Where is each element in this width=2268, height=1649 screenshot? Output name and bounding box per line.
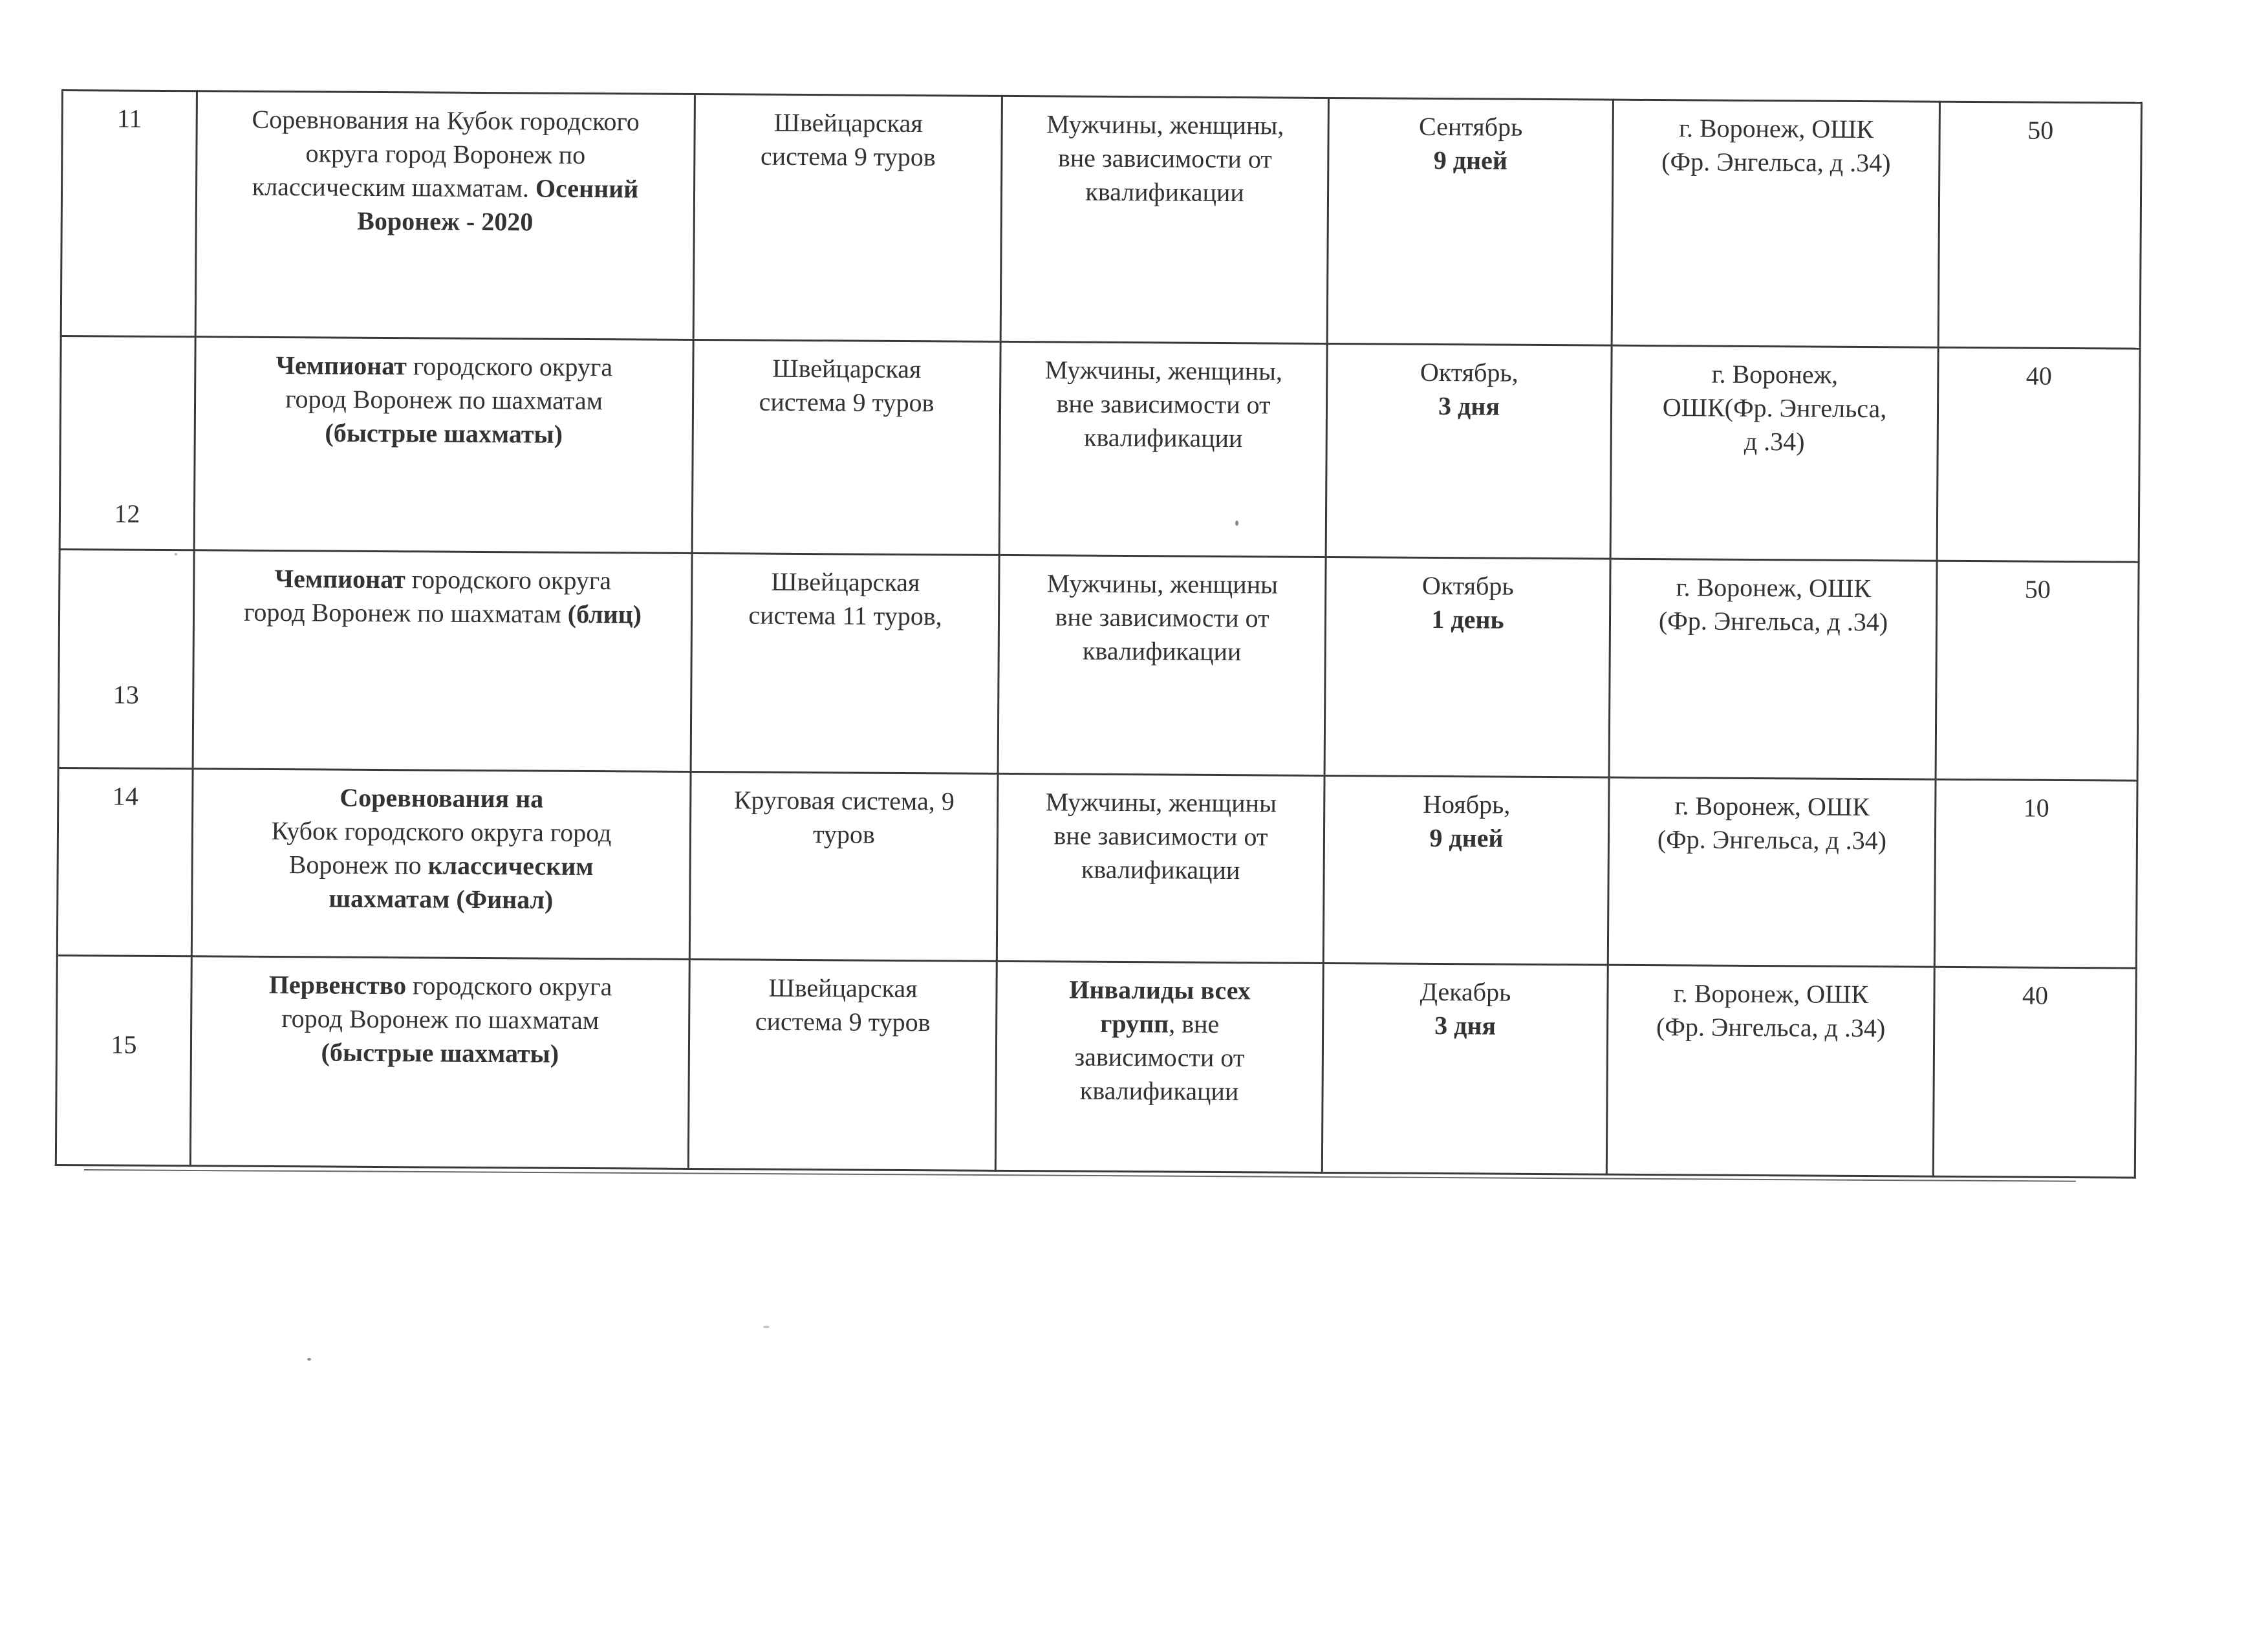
scanned-page <box>55 89 2141 1177</box>
participants: Мужчины, женщины вне зависимости от квалификации <box>998 555 1326 775</box>
scan-speck <box>763 1326 770 1328</box>
participant-count: 40 <box>1937 347 2140 562</box>
tournament-system: Швейцарская система 9 туров <box>693 94 1002 341</box>
competition-title: Соревнования на Кубок городского округа город Воронеж по классическим шахматам (Финал) <box>191 769 691 960</box>
dates: Октябрь 1 день <box>1324 557 1610 777</box>
participant-count: 10 <box>1934 779 2137 968</box>
competition-title: Первенство городского округа город Воронеж по шахматам (быстрые шахматы) <box>190 956 689 1169</box>
competition-schedule-table <box>55 89 2143 1179</box>
participants: Мужчины, женщины, вне зависимости от квалификации <box>1000 96 1328 343</box>
dates: Сентябрь 9 дней <box>1327 98 1613 345</box>
participant-count: 50 <box>1938 102 2141 349</box>
participants: Мужчины, женщины, вне зависимости от квалификации <box>999 341 1327 557</box>
participant-count: 40 <box>1933 967 2136 1178</box>
table-row <box>61 91 2141 349</box>
table-row <box>59 336 2140 563</box>
row-number: 12 <box>59 336 195 550</box>
tournament-system: Швейцарская система 11 туров, <box>691 553 999 773</box>
dates: Декабрь 3 дня <box>1322 963 1608 1174</box>
row-number: 14 <box>57 768 193 956</box>
row-number: 15 <box>56 955 191 1165</box>
scan-speck <box>1235 521 1238 526</box>
competition-title: Чемпионат городского округа город Воронеж по шахматам (быстрые шахматы) <box>194 337 693 554</box>
table-row <box>58 549 2139 781</box>
participants: Инвалиды всех групп, вне зависимости от квалификации <box>995 961 1323 1172</box>
row-number: 13 <box>58 549 194 768</box>
tournament-system: Швейцарская система 9 туров <box>692 339 1000 555</box>
venue: г. Воронеж, ОШК(Фр. Энгельса, д .34) <box>1610 345 1938 561</box>
venue: г. Воронеж, ОШК (Фр. Энгельса, д .34) <box>1608 777 1936 967</box>
row-number: 11 <box>61 91 197 337</box>
venue: г. Воронеж, ОШК (Фр. Энгельса, д .34) <box>1612 100 1939 347</box>
participants: Мужчины, женщины вне зависимости от квалификации <box>997 773 1324 963</box>
tournament-system: Швейцарская система 9 туров <box>688 959 997 1170</box>
scan-speck <box>175 553 177 555</box>
tournament-system: Круговая система, 9 туров <box>689 771 998 961</box>
dates: Ноябрь, 9 дней <box>1323 775 1609 965</box>
competition-title: Соревнования на Кубок городского округа город Воронеж по классическим шахматам. Осенний Воронеж - 2020 <box>195 91 695 340</box>
scan-speck <box>307 1358 311 1361</box>
table-row <box>56 955 2136 1178</box>
competition-title: Чемпионат городского округа город Воронеж по шахматам (блиц) <box>193 550 692 772</box>
venue: г. Воронеж, ОШК (Фр. Энгельса, д .34) <box>1606 965 1934 1176</box>
dates: Октябрь, 3 дня <box>1326 343 1612 559</box>
venue: г. Воронеж, ОШК (Фр. Энгельса, д .34) <box>1609 559 1937 779</box>
table-row <box>57 768 2137 968</box>
participant-count: 50 <box>1936 561 2139 781</box>
